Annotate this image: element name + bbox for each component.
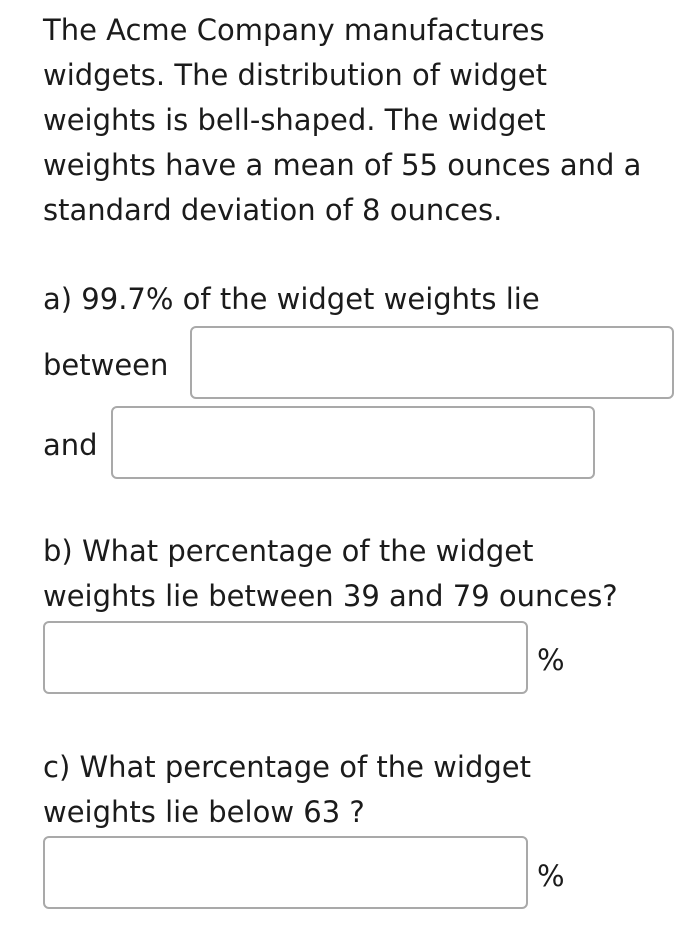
part-c-percent-unit: %: [537, 859, 565, 893]
problem-statement: [43, 8, 693, 233]
between-label: between: [43, 348, 169, 382]
problem-line: widgets. The distribution of widget: [43, 58, 547, 92]
part-c-question: [43, 745, 531, 835]
part-c-line: weights lie below 63 ?: [43, 795, 365, 829]
part-c-percentage-input[interactable]: [43, 836, 528, 909]
part-b-percent-unit: %: [537, 643, 565, 677]
part-b-question: [43, 529, 618, 619]
and-label: and: [43, 428, 98, 462]
part-a-lower-bound-input[interactable]: [190, 326, 674, 399]
problem-line: standard deviation of 8 ounces.: [43, 193, 503, 227]
part-c-line: c) What percentage of the widget: [43, 750, 531, 784]
part-a-upper-bound-input[interactable]: [111, 406, 595, 479]
part-b-percentage-input[interactable]: [43, 621, 528, 694]
part-a-question: a) 99.7% of the widget weights lie: [43, 282, 540, 316]
problem-line: The Acme Company manufactures: [43, 13, 545, 47]
part-b-line: weights lie between 39 and 79 ounces?: [43, 579, 618, 613]
part-b-line: b) What percentage of the widget: [43, 534, 534, 568]
problem-line: weights is bell-shaped. The widget: [43, 103, 546, 137]
problem-line: weights have a mean of 55 ounces and a: [43, 148, 642, 182]
